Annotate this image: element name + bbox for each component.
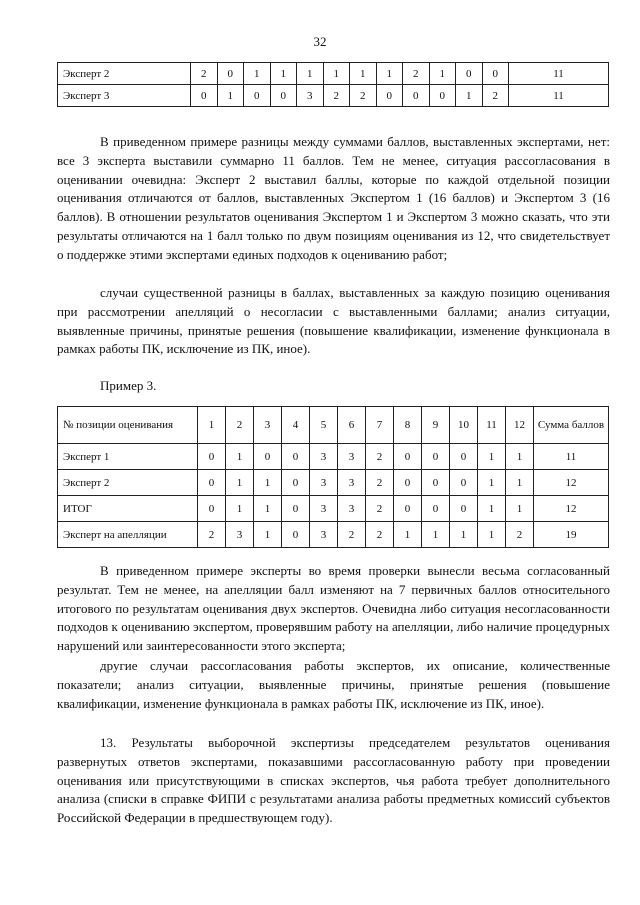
- score-cell: 2: [366, 444, 394, 470]
- score-cell: 3: [338, 444, 366, 470]
- score-cell: 2: [366, 496, 394, 522]
- score-cell: 0: [450, 470, 478, 496]
- score-cell: 0: [429, 85, 456, 107]
- score-cell: 0: [456, 63, 483, 85]
- score-cell: 1: [456, 85, 483, 107]
- score-cell: 0: [394, 444, 422, 470]
- score-cell: 1: [254, 496, 282, 522]
- table-row: [58, 63, 609, 85]
- score-cell: 2: [198, 522, 226, 548]
- score-cell: 1: [478, 470, 506, 496]
- table-row: [58, 85, 609, 107]
- row-label: Эксперт 2: [58, 470, 198, 496]
- row-label: Эксперт на апелляции: [58, 522, 198, 548]
- page-number: 32: [313, 34, 327, 49]
- score-cell: 0: [191, 85, 218, 107]
- paragraph-other-cases: другие случаи рассогласования работы экспертов, их описание, количественные показатели; анализ ситуации, выявленные причины, принятые решения (повышение квалификации, изменение функционала в рамках работы ПК, исключение из ПК, иное).: [57, 658, 610, 711]
- position-number: 1: [198, 407, 226, 444]
- score-cell: 3: [226, 522, 254, 548]
- score-cell: 1: [506, 444, 534, 470]
- top-table-body: [58, 63, 609, 107]
- score-cell: 0: [244, 85, 271, 107]
- score-cell: 1: [323, 63, 350, 85]
- score-cell: 1: [226, 496, 254, 522]
- score-cell: 0: [422, 444, 450, 470]
- score-cell: 1: [394, 522, 422, 548]
- sum-cell: 19: [534, 522, 609, 548]
- score-cell: 1: [422, 522, 450, 548]
- score-cell: 1: [297, 63, 324, 85]
- score-cell: 3: [338, 496, 366, 522]
- score-cell: 2: [338, 522, 366, 548]
- score-cell: 3: [310, 470, 338, 496]
- score-cell: 2: [191, 63, 218, 85]
- table-row: [58, 470, 609, 496]
- position-number: 5: [310, 407, 338, 444]
- score-cell: 0: [198, 496, 226, 522]
- score-cell: 1: [244, 63, 271, 85]
- sum-cell: 12: [534, 470, 609, 496]
- position-number: 10: [450, 407, 478, 444]
- score-cell: 0: [282, 522, 310, 548]
- score-cell: 2: [350, 85, 377, 107]
- score-cell: 0: [217, 63, 244, 85]
- score-cell: 2: [366, 470, 394, 496]
- position-header: № позиции оценивания: [58, 407, 198, 444]
- score-cell: 1: [270, 63, 297, 85]
- score-cell: 2: [506, 522, 534, 548]
- row-label: Эксперт 1: [58, 444, 198, 470]
- header-row: [58, 407, 609, 444]
- paragraph-item-13: 13. Результаты выборочной экспертизы председателем результатов оценивания развернутых ответов экспертами, показавшими рассогласованную работу при проведении оценивания или присутствующими в списках экспертов, чья работа требует дополнительного анализа (списки в справке ФИПИ с результатами анализа работы предметных комиссий субъектов Российской Федерации в предшествующем году).: [57, 735, 610, 826]
- score-cell: 0: [403, 85, 430, 107]
- score-cell: 0: [282, 470, 310, 496]
- position-number: 7: [366, 407, 394, 444]
- example-3-heading: Пример 3.: [100, 378, 157, 393]
- score-cell: 0: [422, 470, 450, 496]
- score-cell: 0: [254, 444, 282, 470]
- paragraph-example-2-analysis: В приведенном примере разницы между суммами баллов, выставленных экспертами, нет: все 3 эксперта выставили суммарно 11 баллов. Тем не менее, ситуация рассогласования в оценивании очевидна: Эксперт 2 выставил баллы, которые по каждой отдельной позиции оценивания отличаются от баллов, выставленных Экспертом 1 (16 баллов) и Экспертом 3 (16 баллов). В отношении результатов оценивания Экспертом 1 и Экспертом 3 можно сказать, что эти результаты отличаются на 1 балл только по двум позициям оценивания из 12, что свидетельствует о поддержке этими экспертами единых подходов к оцениванию работ;: [57, 134, 610, 262]
- score-cell: 0: [394, 496, 422, 522]
- score-cell: 1: [506, 470, 534, 496]
- score-cell: 2: [366, 522, 394, 548]
- sum-cell: 11: [534, 444, 609, 470]
- sum-header: Сумма баллов: [534, 407, 609, 444]
- score-cell: 3: [310, 444, 338, 470]
- example-table-header: [58, 407, 609, 444]
- scores-table-continued: [57, 62, 609, 107]
- table-row: [58, 522, 609, 548]
- position-number: 12: [506, 407, 534, 444]
- score-cell: 0: [482, 63, 509, 85]
- position-number: 8: [394, 407, 422, 444]
- score-cell: 0: [198, 470, 226, 496]
- position-number: 9: [422, 407, 450, 444]
- score-cell: 1: [217, 85, 244, 107]
- score-cell: 1: [478, 444, 506, 470]
- paragraph-example-3-analysis: В приведенном примере эксперты во время проверки вынесли весьма согласованный результат. Тем не менее, на апелляции балл изменяют на 7 первичных баллов относительного итогового по результатам оценивания двух экспертов. Очевидна либо ситуация несогласованности подходов к оцениванию экспертом, проверявшим работу на апелляции, либо наличие процедурных нарушений или заинтересованности этого эксперта;: [57, 563, 610, 654]
- row-label: ИТОГ: [58, 496, 198, 522]
- score-cell: 1: [478, 522, 506, 548]
- score-cell: 1: [376, 63, 403, 85]
- example-3-table: [57, 406, 609, 548]
- position-number: 2: [226, 407, 254, 444]
- sum-cell: 11: [509, 63, 609, 85]
- score-cell: 1: [350, 63, 377, 85]
- score-cell: 0: [198, 444, 226, 470]
- score-cell: 0: [450, 444, 478, 470]
- score-cell: 0: [422, 496, 450, 522]
- position-number: 4: [282, 407, 310, 444]
- score-cell: 1: [254, 522, 282, 548]
- score-cell: 3: [310, 522, 338, 548]
- position-number: 11: [478, 407, 506, 444]
- score-cell: 1: [226, 444, 254, 470]
- score-cell: 0: [394, 470, 422, 496]
- score-cell: 1: [478, 496, 506, 522]
- score-cell: 2: [403, 63, 430, 85]
- score-cell: 3: [297, 85, 324, 107]
- score-cell: 3: [310, 496, 338, 522]
- score-cell: 1: [254, 470, 282, 496]
- sum-cell: 11: [509, 85, 609, 107]
- score-cell: 0: [376, 85, 403, 107]
- paragraph-appeal-cases: случаи существенной разницы в баллах, выставленных за каждую позицию оценивания при рассмотрении апелляций о несогласии с выставленными баллами; анализ ситуации, выявленные причины, принятые решения (повышение квалификации, изменение функционала в рамках работы ПК, исключение из ПК, иное).: [57, 285, 610, 357]
- score-cell: 0: [450, 496, 478, 522]
- score-cell: 0: [270, 85, 297, 107]
- position-number: 6: [338, 407, 366, 444]
- sum-cell: 12: [534, 496, 609, 522]
- score-cell: 3: [338, 470, 366, 496]
- score-cell: 1: [429, 63, 456, 85]
- score-cell: 1: [506, 496, 534, 522]
- score-cell: 0: [282, 444, 310, 470]
- example-table-body: [58, 444, 609, 548]
- position-number: 3: [254, 407, 282, 444]
- row-label: Эксперт 3: [58, 85, 191, 107]
- score-cell: 2: [482, 85, 509, 107]
- table-row: [58, 496, 609, 522]
- score-cell: 2: [323, 85, 350, 107]
- score-cell: 0: [282, 496, 310, 522]
- score-cell: 1: [226, 470, 254, 496]
- row-label: Эксперт 2: [58, 63, 191, 85]
- table-row: [58, 444, 609, 470]
- score-cell: 1: [450, 522, 478, 548]
